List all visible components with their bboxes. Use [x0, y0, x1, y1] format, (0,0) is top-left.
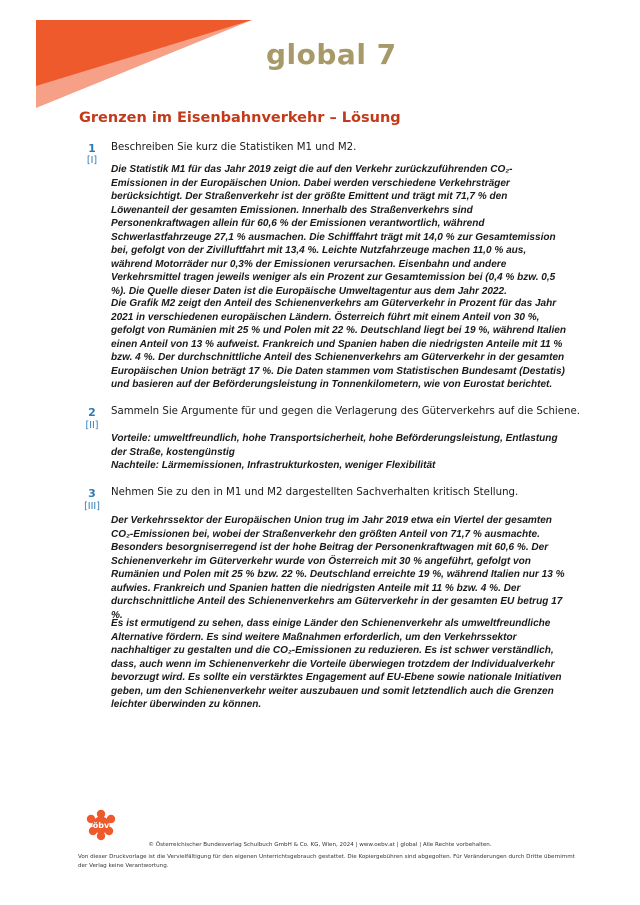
- task-number: 3: [88, 487, 96, 500]
- task-1-answer-m1: Die Statistik M1 für das Jahr 2019 zeigt die auf den Verkehr zurückzuführenden CO₂-Emissionen in der Europäischen Union. Dabei werden verschiedene Verkehrsträger berücksichtigt. Der Straßenverkehr ist der größte Emittent und trägt mit 71,7 % den Löwenanteil der gesamten Emissionen. Innerhalb des Straßenverkehrs sind Personenkraftwagen allein für 60,6 % der Emissionen verantwortlich, während Schwerlastfahrzeuge 27,1 % ausmachen. Die Schifffahrt trägt mit 14,0 % zur Gesamtemission bei, gefolgt von der Zivilluftfahrt mit 13,4 %. Leichte Nutzfahrzeuge machen 11,0 % aus, während Motorräder nur 0,3% der Emissionen verursachen. Eisenbahn und andere Verkehrsmittel tragen jeweils weniger als ein Prozent zur Gesamtemission bei (0,4 % bzw. 0,5 %). Die Quelle dieser Daten ist die Europäische Umweltagentur aus dem Jahr 2022.: [111, 164, 556, 297]
- oebv-logo: [84, 808, 118, 842]
- task-question: Sammeln Sie Argumente für und gegen die Verlagerung des Güterverkehrs auf die Schiene.: [111, 406, 580, 417]
- task-question: Nehmen Sie zu den in M1 und M2 dargestellten Sachverhalten kritisch Stellung.: [111, 487, 519, 498]
- corner-decoration: [0, 0, 260, 110]
- footer-copyright: © Österreichischer Bundesverlag Schulbuch GmbH & Co. KG, Wien, 2024 | www.oebv.at | global | Alle Rechte vorbehalten.: [148, 842, 492, 848]
- task-level: [I]: [86, 155, 98, 166]
- task-level: [III]: [84, 501, 100, 512]
- logo-text: öbv: [92, 821, 110, 830]
- task-level: [II]: [85, 420, 99, 431]
- brand-title: global 7: [266, 38, 397, 71]
- task-2-pros: Vorteile: umweltfreundlich, hohe Transportsicherheit, hohe Beförderungsleistung, Entlastung der Straße, kostengünstig: [111, 433, 558, 458]
- page-title: Grenzen im Eisenbahnverkehr – Lösung: [79, 110, 401, 126]
- footer-notice: Von dieser Druckvorlage ist die Vervielfältigung für den eigenen Unterrichtsgebrauch gestattet. Die Kopiergebühren sind abgegolten. Für Veränderungen durch Dritte übernimmt der Verlag keine Verantwortung.: [78, 854, 575, 869]
- task-number: 1: [88, 142, 96, 155]
- task-3-answer-2: Es ist ermutigend zu sehen, dass einige Länder den Schienenverkehr als umweltfreundliche Alternative fördern. Es sind weitere Maßnahmen erforderlich, um den Verkehrssektor nachhaltiger zu gestalten und die CO₂-Emissionen zu reduzieren. Es ist schwer verständlich, dass, auch wenn im Schienenverkehr die Vorteile überwiegen trotzdem der Individualverkehr bevorzugt wird. Es sollte ein verstärktes Engagement auf EU-Ebene sowie nationale Initiativen geben, um den Schienenverkehr weiter auszubauen und somit letztendlich auch die Grenzen leichter überwinden zu können.: [111, 618, 562, 710]
- task-question: Beschreiben Sie kurz die Statistiken M1 und M2.: [111, 142, 357, 153]
- task-2-cons: Nachteile: Lärmemissionen, Infrastrukturkosten, weniger Flexibilität: [111, 460, 436, 471]
- task-3-answer-1: Der Verkehrssektor der Europäischen Union trug im Jahr 2019 etwa ein Viertel der gesamten CO₂-Emissionen bei, wobei der Straßenverkehr den größten Anteil von 71,7 % ausmachte. Besonders besorgniserregend ist der hohe Beitrag der Personenkraftwagen mit 60,6 %. Der Schienenverkehr im Güterverkehr wurde von Österreich mit 30 % angeführt, gefolgt von Rumänien und Polen mit 25 % bzw. 22 %. Deutschland erreichte 19 %, während Italien nur 13 % aufwies. Frankreich und Spanien hatten die niedrigsten Anteile mit 11 % bzw. 4 %. Der durchschnittliche Anteil des Schienenverkehrs am Güterverkehr in der gesamten EU betrug 17 %.: [111, 515, 565, 621]
- task-number: 2: [88, 406, 96, 419]
- task-1-answer-m2: Die Grafik M2 zeigt den Anteil des Schienenverkehrs am Güterverkehr in Prozent für das Jahr 2021 in verschiedenen europäischen Ländern. Österreich führt mit einem Anteil von 30 %, gefolgt von Rumänien mit 25 % und Polen mit 22 %. Deutschland liegt bei 19 %, während Italien einen Anteil von 13 % aufweist. Frankreich und Spanien haben die niedrigsten Anteile mit 11 % bzw. 4 %. Der durchschnittliche Anteil des Schienenverkehrs am Güterverkehr in der gesamten Europäischen Union beträgt 17 %. Die Daten stammen vom Statistischen Bundesamt (Destatis) und basieren auf der Beförderungsleistung in Tonnenkilometern, wie von Eurostat berichtet.: [111, 298, 566, 390]
